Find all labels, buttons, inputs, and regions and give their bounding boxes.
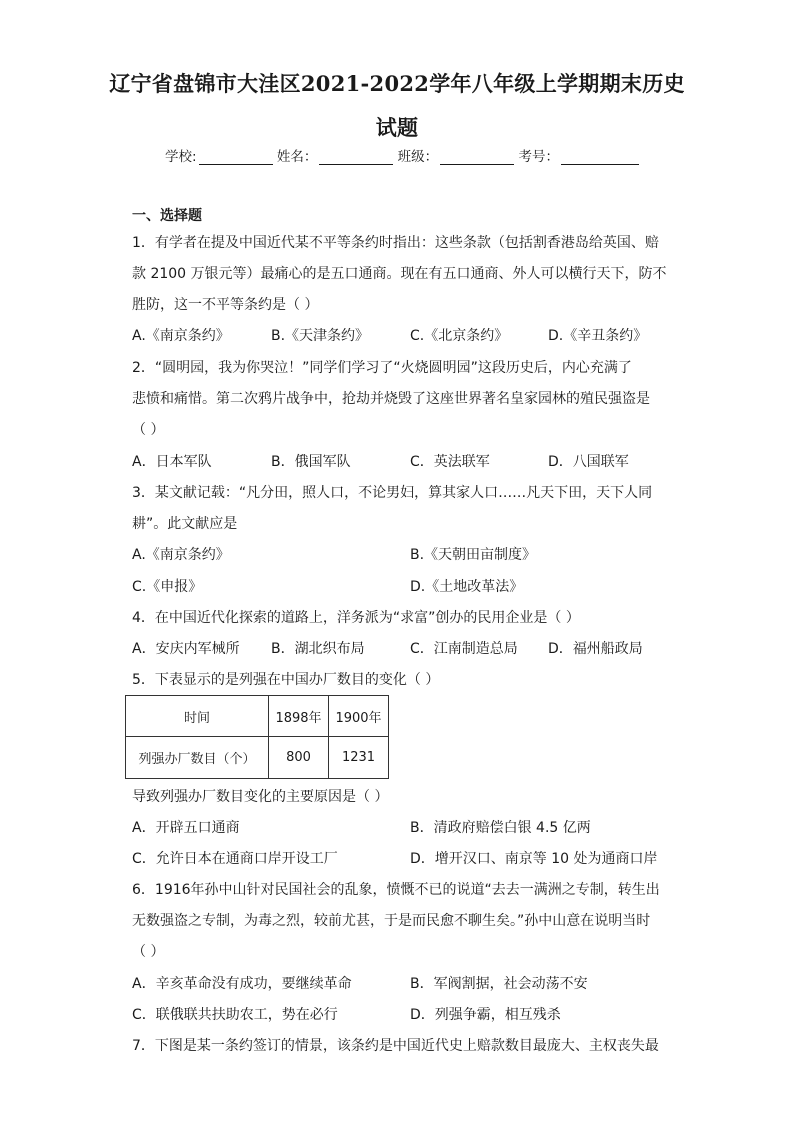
table-header-row <box>126 696 389 737</box>
question-1-option-b[interactable]: B.《天津条约》 <box>271 328 370 344</box>
question-5-line-1: 5．下表显示的是列强在中国办厂数目的变化（ ） <box>132 672 440 688</box>
school-field[interactable] <box>199 148 273 165</box>
question-3-option-b[interactable]: B.《天朝田亩制度》 <box>410 547 537 563</box>
question-6-option-d[interactable]: D．列强争霸，相互残杀 <box>410 1007 561 1023</box>
question-1-option-c[interactable]: C.《北京条约》 <box>410 328 509 344</box>
table-header-cell: 时间 <box>126 696 269 737</box>
question-5-option-a[interactable]: A．开辟五口通商 <box>132 820 240 836</box>
page-title: 辽宁省盘锦市大洼区2021-2022学年八年级上学期期末历史 <box>109 71 685 96</box>
table-cell: 1231 <box>329 737 389 779</box>
question-4-option-c[interactable]: C．江南制造总局 <box>410 641 518 657</box>
factory-count-table <box>125 695 389 779</box>
question-5-option-c[interactable]: C．允许日本在通商口岸开设工厂 <box>132 851 338 867</box>
question-3-option-d[interactable]: D.《土地改革法》 <box>410 579 524 595</box>
table-cell: 800 <box>269 737 329 779</box>
page-title-continued: 试题 <box>375 115 419 140</box>
question-1-option-a[interactable]: A.《南京条约》 <box>132 328 230 344</box>
question-2-line-1: 2．“圆明园，我为你哭泣！”同学们学习了“火烧圆明园”这段历史后，内心充满了 <box>132 360 632 376</box>
exam-number-label: 考号： <box>518 149 559 165</box>
class-field[interactable] <box>440 148 514 165</box>
question-4-option-a[interactable]: A．安庆内军械所 <box>132 641 240 657</box>
class-label: 班级： <box>397 149 439 165</box>
question-2-line-2: 悲愤和痛惜。第二次鸦片战争中，抢劫并烧毁了这座世界著名皇家园林的殖民强盗是 <box>132 391 650 407</box>
name-label: 姓名： <box>276 149 318 165</box>
question-2-option-c[interactable]: C．英法联军 <box>410 454 490 470</box>
question-7-line-1: 7．下图是某一条约签订的情景，该条约是中国近代史上赔款数目最庞大、主权丧失最 <box>132 1038 659 1054</box>
table-header-cell: 1898年 <box>269 696 329 737</box>
name-field[interactable] <box>319 148 393 165</box>
question-5-followup: 导致列强办厂数目变化的主要原因是（ ） <box>132 789 389 805</box>
question-2-option-a[interactable]: A．日本军队 <box>132 454 212 470</box>
question-6-line-1: 6．1916年孙中山针对民国社会的乱象，愤慨不已的说道“去去一满洲之专制，转生出 <box>132 882 660 898</box>
question-6-option-b[interactable]: B．军阀割据，社会动荡不安 <box>410 976 588 992</box>
question-3-line-2: 耕”。此文献应是 <box>132 516 238 532</box>
question-2-option-d[interactable]: D．八国联军 <box>548 454 629 470</box>
school-label: 学校: <box>165 149 197 165</box>
question-5-option-d[interactable]: D．增开汉口、南京等 10 处为通商口岸 <box>410 851 658 867</box>
question-6-line-2: 无数强盗之专制，为毒之烈，较前尤甚，于是而民愈不聊生矣。”孙中山意在说明当时 <box>132 913 651 929</box>
question-5-option-b[interactable]: B．清政府赔偿白银 4.5 亿两 <box>410 820 591 836</box>
table-row <box>126 737 389 779</box>
question-3-line-1: 3．某文献记载：“凡分田，照人口，不论男妇，算其家人口……凡天下田，天下人同 <box>132 485 653 501</box>
table-header-cell: 1900年 <box>329 696 389 737</box>
question-1-line-2: 款 2100 万银元等）最痛心的是五口通商。现在有五口通商、外人可以横行天下，防不 <box>132 266 667 282</box>
question-3-option-c[interactable]: C.《申报》 <box>132 579 203 595</box>
question-4-option-d[interactable]: D．福州船政局 <box>548 641 643 657</box>
question-3-option-a[interactable]: A.《南京条约》 <box>132 547 230 563</box>
exam-number-field[interactable] <box>561 148 639 165</box>
question-2-line-3: （ ） <box>132 422 165 438</box>
question-4-option-b[interactable]: B．湖北织布局 <box>271 641 365 657</box>
question-6-line-3: （ ） <box>132 944 165 960</box>
student-info-row <box>165 145 639 165</box>
question-6-option-c[interactable]: C．联俄联共扶助农工，势在必行 <box>132 1007 338 1023</box>
question-2-option-b[interactable]: B．俄国军队 <box>271 454 351 470</box>
question-1-option-d[interactable]: D.《辛丑条约》 <box>548 328 648 344</box>
question-6-option-a[interactable]: A．辛亥革命没有成功，要继续革命 <box>132 976 352 992</box>
question-1-line-3: 胜防，这一不平等条约是（ ） <box>132 297 319 313</box>
table-cell: 列强办厂数目（个） <box>126 737 269 779</box>
question-4-line-1: 4．在中国近代化探索的道路上，洋务派为“求富”创办的民用企业是（ ） <box>132 610 580 626</box>
section-heading: 一、选择题 <box>132 208 202 224</box>
question-1-line-1: 1．有学者在提及中国近代某不平等条约时指出：这些条款（包括割香港岛给英国、赔 <box>132 235 659 251</box>
